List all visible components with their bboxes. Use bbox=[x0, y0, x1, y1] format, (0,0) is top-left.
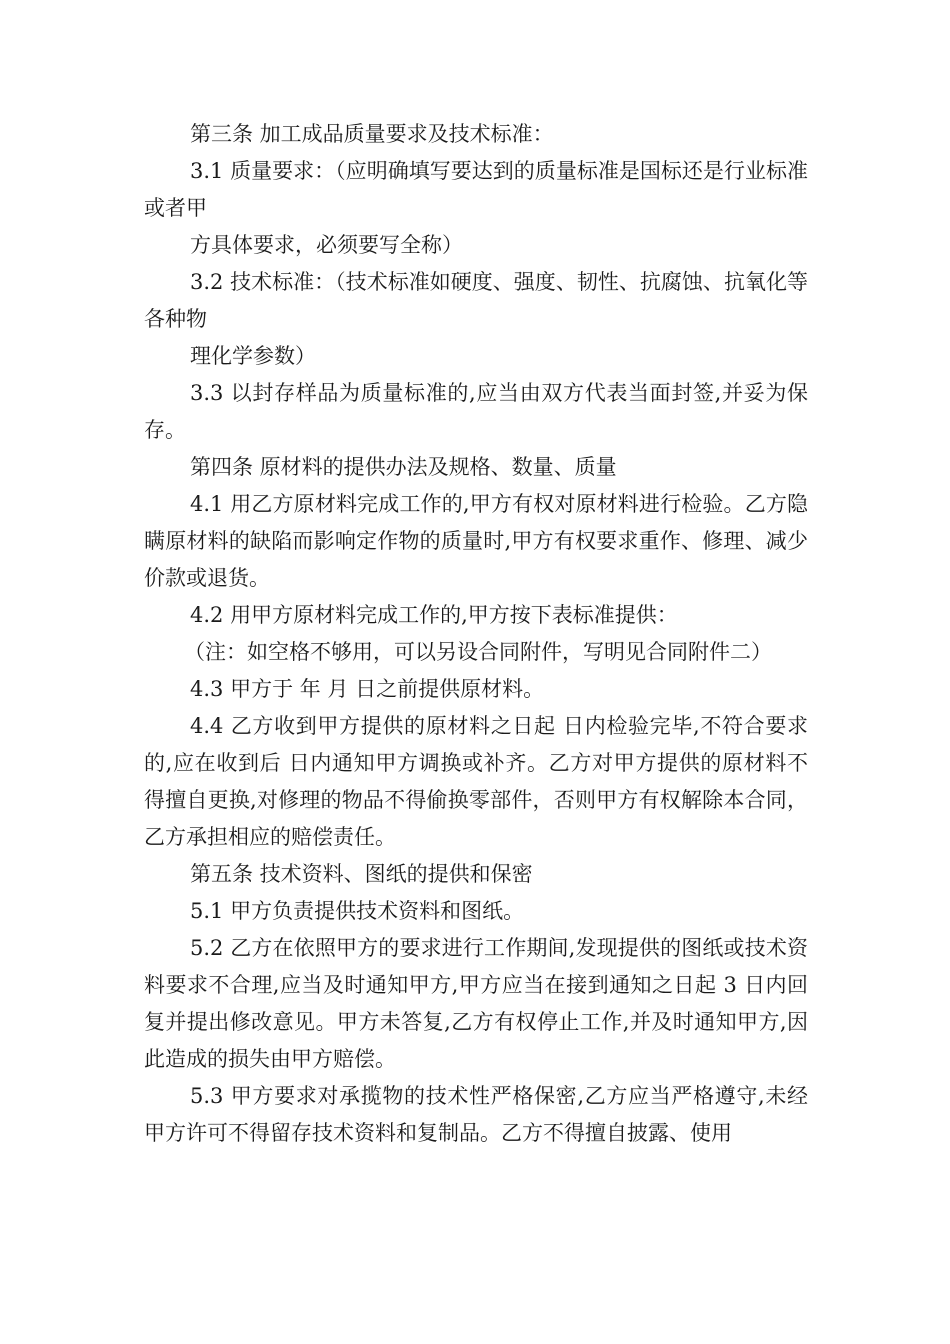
clause-4-2-note: （注：如空格不够用，可以另设合同附件，写明见合同附件二） bbox=[184, 640, 772, 664]
clause-4-4: 4.4 乙方收到甲方提供的原材料之日起 日内检验完毕,不符合要求的,应在收到后 日内通知甲方调换或补齐。乙方对甲方提供的原材料不得擅自更换,对修理的物品不得偷换零部件，否则甲方有权解除本合同，乙方承担相应的赔偿责任。 bbox=[144, 714, 808, 849]
document-body bbox=[144, 116, 808, 1152]
clause-3-3: 3.3 以封存样品为质量标准的,应当由双方代表当面封签,并妥为保存。 bbox=[144, 381, 808, 442]
clause-5-3: 5.3 甲方要求对承揽物的技术性严格保密,乙方应当严格遵守,未经甲方许可不得留存技术资料和复制品。乙方不得擅自披露、使用 bbox=[144, 1084, 808, 1145]
article-4-heading: 第四条 原材料的提供办法及规格、数量、质量 bbox=[190, 455, 617, 479]
clause-4-1: 4.1 用乙方原材料完成工作的,甲方有权对原材料进行检验。乙方隐瞒原材料的缺陷而影响定作物的质量时,甲方有权要求重作、修理、减少价款或退货。 bbox=[144, 492, 808, 590]
clause-5-1: 5.1 甲方负责提供技术资料和图纸。 bbox=[190, 899, 525, 923]
article-3-heading: 第三条 加工成品质量要求及技术标准： bbox=[190, 122, 554, 146]
clause-3-1: 3.1 质量要求：（应明确填写要达到的质量标准是国标还是行业标准或者甲 bbox=[144, 159, 808, 220]
article-5-heading: 第五条 技术资料、图纸的提供和保密 bbox=[190, 862, 533, 886]
clause-4-2: 4.2 用甲方原材料完成工作的,甲方按下表标准提供： bbox=[190, 603, 678, 627]
clause-3-1-continuation: 方具体要求，必须要写全称） bbox=[190, 233, 463, 257]
clause-3-2: 3.2 技术标准：（技术标准如硬度、强度、韧性、抗腐蚀、抗氧化等各种物 bbox=[144, 270, 808, 331]
clause-5-2: 5.2 乙方在依照甲方的要求进行工作期间,发现提供的图纸或技术资料要求不合理,应当及时通知甲方,甲方应当在接到通知之日起 3 日内回复并提出修改意见。甲方未答复,乙方有权停止工作,并及时通知甲方,因此造成的损失由甲方赔偿。 bbox=[144, 936, 808, 1071]
clause-3-2-continuation: 理化学参数） bbox=[190, 344, 316, 368]
clause-4-3: 4.3 甲方于 年 月 日之前提供原材料。 bbox=[190, 677, 545, 701]
